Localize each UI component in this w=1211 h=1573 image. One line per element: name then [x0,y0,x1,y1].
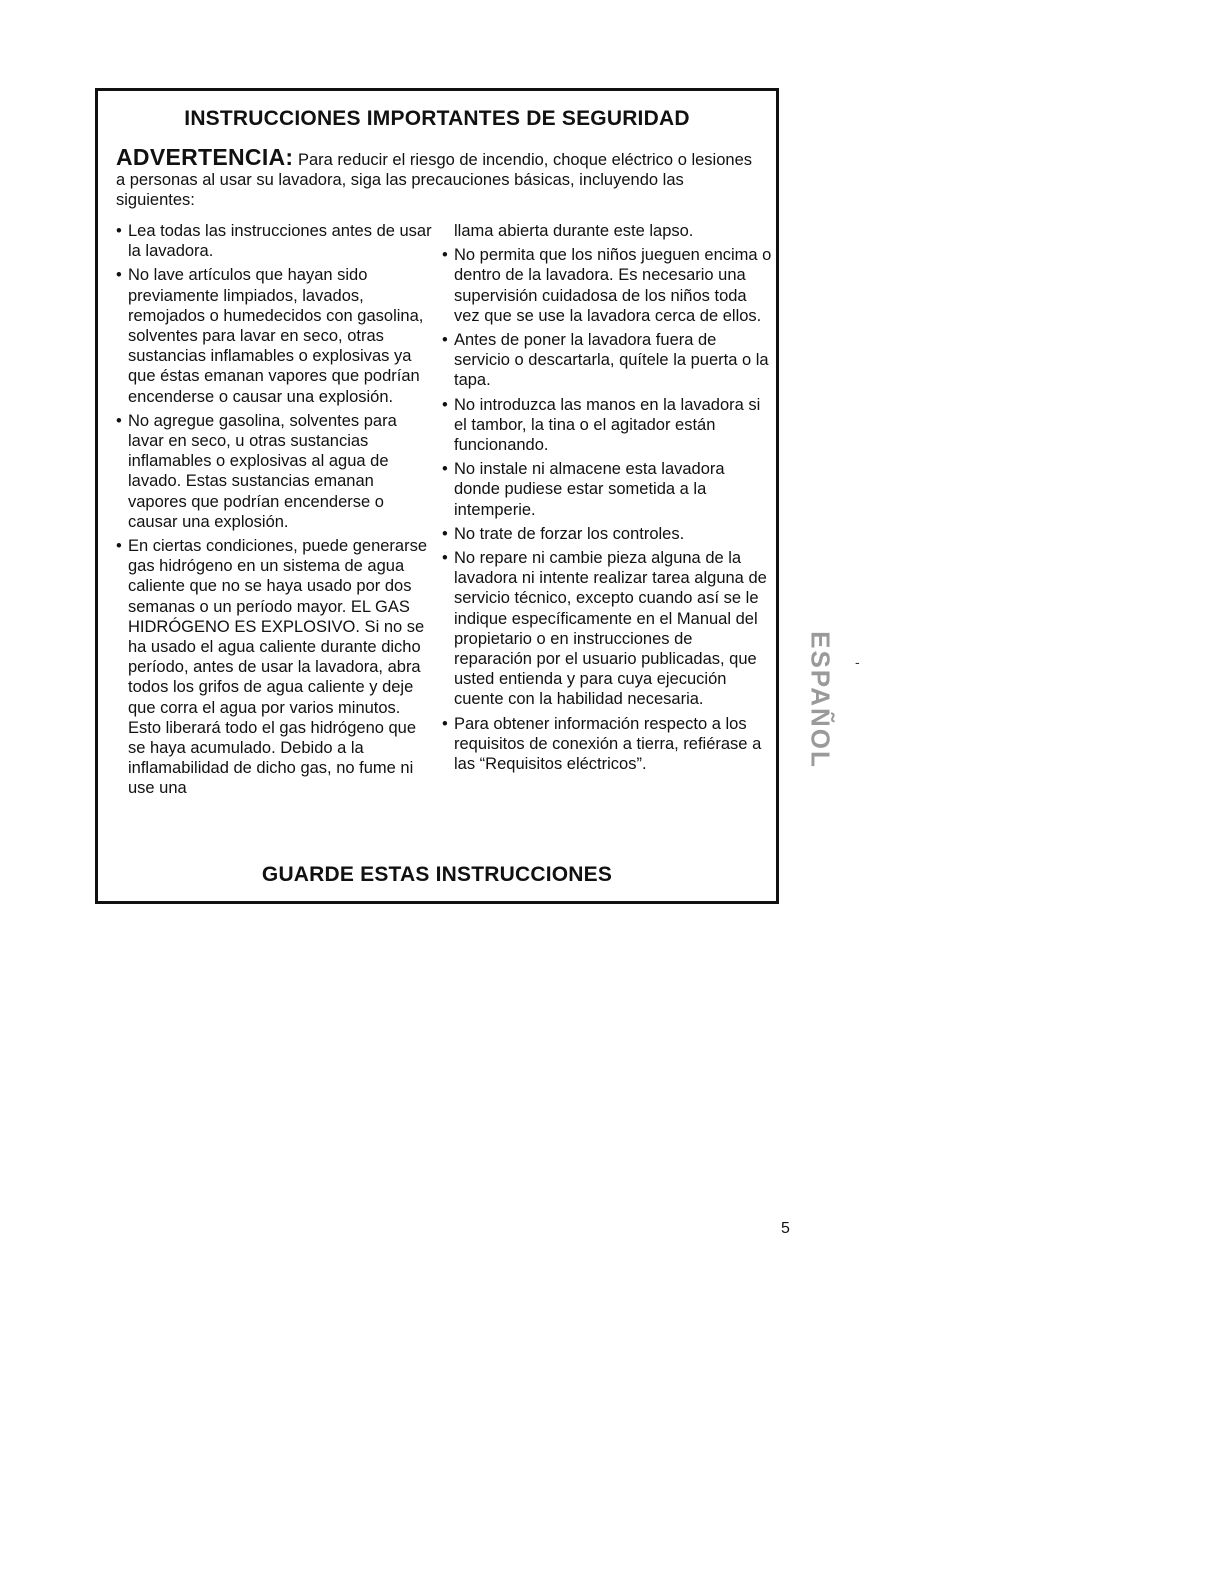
continued-text: llama abierta durante este lapso. [454,222,694,240]
right-column [442,221,772,778]
list-item-text: Antes de poner la lavadora fuera de servicio o descartarla, quítele la puerta o la tapa. [454,331,769,390]
list-item [442,459,772,520]
list-item [442,524,772,544]
left-bullet-list [116,221,434,799]
list-item-text: En ciertas condiciones, puede generarse gas hidrógeno en un sistema de agua caliente que no se haya usado por dos semanas o un período mayor. EL GAS HIDRÓGENO ES EXPLOSIVO. Si no se ha usado el agua caliente durante dicho período, antes de usar la lavadora, abra todos los grifos de agua caliente y deje que corra el agua por varios minutos. Esto liberará todo el gas hidrógeno que se haya acumulado. Debido a la inflamabilidad de dicho gas, no fume ni use una [128,537,428,798]
bullet-icon: • [116,411,122,430]
list-item [442,330,772,391]
list-item [442,714,772,775]
list-item-text: No introduzca las manos en la lavadora si el tambor, la tina o el agitador están funcionando. [454,395,761,455]
bullet-icon: • [442,395,448,414]
margin-mark: - [855,654,860,670]
list-item [116,536,434,799]
warning-paragraph [116,144,756,210]
safety-instructions-box [95,88,779,904]
warning-label: ADVERTENCIA: [116,144,294,170]
bullet-icon: • [116,222,122,240]
bullet-icon: • [116,266,122,285]
list-item-text: No trate de forzar los controles. [454,524,685,543]
list-item [116,221,434,261]
bullet-icon: • [116,537,122,556]
warning-text: Para reducir el riesgo de incendio, choque eléctrico o lesiones a personas al usar su lavadora, siga las precauciones básicas, incluyendo las siguientes: [116,151,752,209]
list-item-text: No repare ni cambie pieza alguna de la lavadora ni intente realizar tarea alguna de servicio técnico, excepto cuando así se le indique específicamente en el Manual del propietario o en instrucciones de reparación por el usuario publicadas, que usted entienda y para cuya ejecución cuente con la habilidad necesaria. [454,549,767,709]
language-side-tab [790,612,850,788]
left-column [116,221,434,803]
language-tab-label: ESPAÑOL [805,631,836,769]
list-item-text: No permita que los niños jueguen encima o dentro de la lavadora. Es necesario una supervisión cuidadosa de los niños toda vez que se use la lavadora cerca de ellos. [454,246,772,325]
list-item-text: No agregue gasolina, solventes para lavar en seco, u otras sustancias inflamables o explosivas al agua de lavado. Estas sustancias emanan vapores que podrían encenderse o causar una explosión. [128,411,397,531]
list-item [116,265,434,406]
bullet-icon: • [442,331,448,350]
bullet-icon: • [442,714,448,733]
footer-heading: GUARDE ESTAS INSTRUCCIONES [261,863,613,886]
bullet-icon: • [442,549,448,568]
bullet-icon: • [442,246,448,265]
right-bullet-list [442,245,772,774]
page-number: 5 [781,1220,790,1237]
list-item [116,411,434,532]
section-heading: INSTRUCCIONES IMPORTANTES DE SEGURIDAD [184,107,690,130]
list-item-text: Lea todas las instrucciones antes de usar la lavadora. [128,222,432,261]
list-item [442,245,772,326]
bullet-icon: • [442,524,448,543]
list-item-text: No lave artículos que hayan sido previamente limpiados, lavados, remojados o humedecidos con gasolina, solventes para lavar en seco, otras sustancias inflamables o explosivas ya que éstas emanan vapores que podrían encenderse o causar una explosión. [128,266,424,406]
list-item [442,548,772,710]
list-item-text: No instale ni almacene esta lavadora donde pudiese estar sometida a la intemperie. [454,460,725,519]
list-item [442,395,772,456]
list-item-text: Para obtener información respecto a los requisitos de conexión a tierra, refiérase a las “Requisitos eléctricos”. [454,714,762,774]
bullet-icon: • [442,460,448,479]
